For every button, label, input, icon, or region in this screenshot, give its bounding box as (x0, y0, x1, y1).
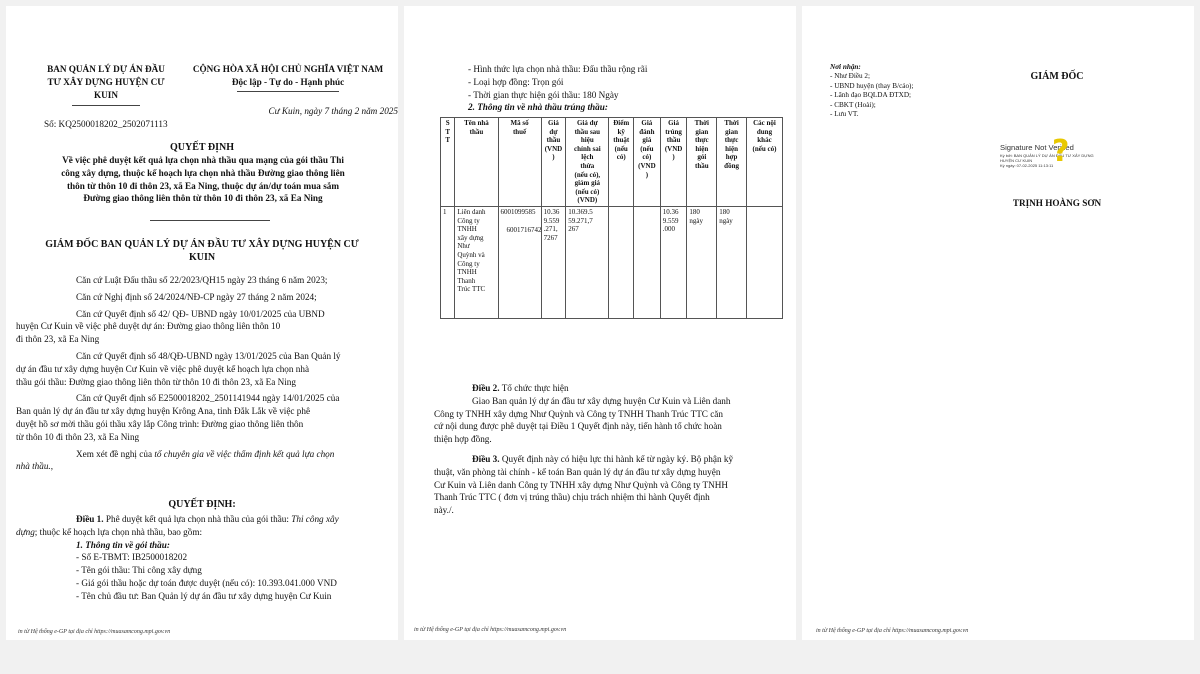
table-cell-eval-price (634, 206, 661, 318)
header-line: Thời (724, 119, 739, 127)
header-line: Mã số (510, 119, 529, 127)
article-line: Quyết định này có hiệu lực thi hành kể từ ngày ký. Bộ phận kỹ (499, 454, 734, 464)
header-line: giảm giá (574, 179, 601, 188)
table-row (441, 206, 783, 318)
article-3 (434, 453, 786, 517)
table-cell-package-duration-lines (687, 206, 717, 318)
document-title: QUYẾT ĐỊNH (170, 142, 234, 153)
org-line: TƯ XÂY DỰNG HUYỆN CƯ (47, 76, 165, 87)
cell-line: 10.369.5 (568, 207, 593, 216)
org-underline (72, 105, 140, 106)
basis-line: thầu gói thầu: Đường giao thông liên thôn từ thôn 10 đi thôn 23, xã Ea Ning (16, 376, 296, 387)
header-line: có) (642, 153, 652, 162)
basis-line: Ban quản lý dự án đầu tư xây dựng huyện Krông Ana, tỉnh Đắk Lắk về việc phê (16, 406, 311, 417)
header-line: Giá dự (576, 119, 598, 127)
header-line: (VND (544, 144, 563, 153)
article-line: Giao Ban quản lý dự án đầu tư xây dựng huyện Cư Kuin và Liên danh (472, 395, 731, 406)
recipient-item: - Lãnh đạo BQLDA ĐTXD; (830, 91, 912, 100)
header-line: thầu (546, 136, 561, 145)
table-cell-tech-score (609, 206, 634, 318)
header-line: đồng (724, 161, 739, 170)
header-line: ) (552, 153, 555, 162)
basis-line: duyệt hồ sơ mời thầu gói thầu xây lắp Công trình: Đường giao thông liên thôn (16, 418, 304, 429)
legal-basis (16, 274, 388, 473)
cell-line: xây dựng (457, 233, 484, 242)
table-cell-award-price-lines (660, 206, 687, 318)
cell-line: 180 (689, 207, 700, 216)
header-line: chỉnh sai (574, 144, 601, 153)
package-name: dựng (16, 526, 35, 537)
header-line: (nếu (614, 144, 628, 153)
package-info-line: - Thời gian thực hiện gói thầu: 180 Ngày (468, 89, 619, 100)
basis-line: từ thôn 10 đi thôn 23, xã Ea Ning (16, 431, 140, 442)
header-line: Thời (694, 119, 709, 127)
basis-item (16, 392, 388, 443)
table-header-cell (609, 118, 634, 207)
table-cell-tax-lines (498, 206, 541, 318)
basis-item (16, 274, 388, 287)
table-header-cell (441, 118, 455, 207)
signature-detail: HUYỆN CƯ KUIN (1000, 158, 1033, 163)
header-line: Giá (668, 119, 679, 127)
document-page-2 (404, 6, 796, 640)
header-line: thực (695, 136, 709, 145)
table-header-row (441, 118, 783, 207)
signer-name: TRỊNH HOÀNG SƠN (1012, 198, 1102, 208)
header-line: dự (549, 127, 558, 136)
consider-text: Xem xét đề nghị của (76, 448, 155, 459)
cell-line: 59.271,7 (568, 216, 593, 225)
article-label: Điều 3. (472, 454, 500, 464)
table-cell-bidder-lines (455, 206, 498, 318)
cell-line: Quỳnh và (457, 250, 485, 259)
header-line: có) (616, 153, 626, 162)
basis-line: huyện Cư Kuin về việc phê duyệt dự án: Đường giao thông liên thôn 10 (16, 321, 281, 332)
cell-line: .271, (543, 225, 558, 234)
cell-line: 6001716742 (506, 225, 542, 234)
header-line: S (445, 119, 450, 127)
header-line: thuật (613, 136, 630, 145)
issuing-organization (36, 63, 176, 101)
table-header-cell (498, 118, 541, 207)
section-heading: 2. Thông tin về nhà thầu trúng thầu: (468, 102, 608, 113)
table-cell-stt (441, 206, 455, 318)
article-1 (16, 513, 388, 603)
header-line: thầu (666, 136, 681, 145)
article-line: Cư Kuin và Liên danh Công ty TNHH xây dựng Như Quỳnh và Công ty TNHH (434, 479, 729, 490)
cell-line: Công ty (457, 216, 480, 225)
recipients-heading: Nơi nhận: (830, 63, 861, 71)
section-heading: 1. Thông tin về gói thầu: (76, 539, 170, 550)
article-title: Tổ chức thực hiện (499, 383, 569, 393)
cell-line: 9.559 (662, 216, 679, 225)
header-line: ) (672, 153, 675, 162)
authority-line: GIÁM ĐỐC BAN QUẢN LÝ DỰ ÁN ĐẦU TƯ XÂY DỰNG HUYỆN CƯ (45, 239, 359, 250)
basis-item (16, 291, 388, 304)
nation-motto: Độc lập - Tự do - Hạnh phúc (231, 76, 345, 87)
header-line: Giá (548, 119, 559, 127)
package-info-line: - Giá gói thầu hoặc dự toán được duyệt (nếu có): 10.393.041.000 VND (76, 577, 337, 588)
basis-line: Căn cứ Quyết định số 42/ QĐ- UBND ngày 10/01/2025 của UBND (76, 308, 325, 319)
header-line: kỹ (617, 127, 625, 136)
header-line: giá (642, 136, 652, 145)
table-header-cell (455, 118, 498, 207)
cell-line: Liên danh (457, 207, 486, 216)
header-line: T (445, 127, 451, 136)
header-line: Các nội (753, 119, 776, 127)
article-line: cứ nội dung được phê duyệt tại Điều 1 Quyết định này, tiến hành tổ chức hoàn (434, 421, 722, 432)
table-cell-adjusted-price-lines (566, 206, 609, 318)
table-header-cell (541, 118, 566, 207)
header-line: T (445, 136, 451, 145)
article-line: này./. (434, 505, 454, 516)
header-line: trúng (665, 127, 682, 136)
basis-item (16, 308, 388, 346)
table-header-cell (660, 118, 687, 207)
consider-italic: tổ chuyên gia về việc thẩm định kết quả lựa chọn (154, 448, 335, 459)
table-header-cell (746, 118, 782, 207)
org-line: KUIN (94, 89, 118, 100)
header-line: (nếu có), (574, 170, 601, 179)
header-line: (VND (638, 161, 656, 170)
article-line: thiện hợp đồng. (434, 434, 492, 445)
package-info-line: - Loại hợp đồng: Trọn gói (468, 76, 564, 87)
header-line: (VND) (577, 196, 598, 205)
document-subject (20, 154, 386, 205)
org-line: BAN QUẢN LÝ DỰ ÁN ĐẦU (47, 64, 165, 74)
article-line: Công ty TNHH xây dựng Như Quỳnh và Công ty TNHH Thanh Trúc TTC căn (434, 408, 723, 419)
header-line: Điểm (613, 119, 630, 127)
national-header (178, 63, 398, 89)
table-cell-contract-duration-lines (717, 206, 747, 318)
cell-line: Thanh (457, 276, 476, 285)
cell-line: 6001099585 (500, 207, 536, 216)
header-line: hiệu (580, 136, 594, 145)
document-page-1 (6, 6, 398, 640)
document-page-3 (802, 6, 1194, 640)
header-line: gian (695, 127, 709, 136)
nation-title: CỘNG HÒA XÃ HỘI CHỦ NGHĨA VIỆT NAM (192, 64, 384, 74)
winning-bidder-table (440, 117, 783, 319)
subject-line: Về việc phê duyệt kết quả lựa chọn nhà thầu qua mạng của gói thầu Thi (62, 155, 344, 165)
basis-line: Căn cứ Quyết định số 48/QĐ-UBND ngày 13/01/2025 của Ban Quản lý (76, 350, 341, 361)
authority-line: KUIN (188, 252, 216, 263)
signature-question-icon: ? (1052, 134, 1070, 169)
cell-line: ngày (719, 216, 733, 225)
recipient-item: - Lưu VT. (830, 110, 859, 119)
authority-heading (26, 238, 378, 264)
basis-item (16, 350, 388, 388)
table-header-cell (634, 118, 661, 207)
header-line: hiện (725, 144, 738, 153)
package-info-line: - Số E-TBMT: IB2500018202 (76, 552, 188, 563)
package-info-line: - Hình thức lựa chọn nhà thầu: Đấu thầu rộng rãi (468, 64, 648, 74)
header-line: dung (756, 127, 773, 136)
cell-line: 180 (719, 207, 730, 216)
recipient-item: - Như Điều 2; (830, 72, 871, 81)
cell-line: Công ty (457, 259, 480, 268)
table-header-cell (687, 118, 717, 207)
subject-line: thôn từ thôn 10 đi thôn 23, xã Ea Ning, thuộc dự án/dự toán mua sắm (66, 180, 340, 191)
recipient-item: - UBND huyện (thay B/cáo); (830, 81, 914, 90)
recipients-block (830, 63, 980, 119)
header-line: thầu (694, 161, 709, 170)
signature-status: Signature Not Verified (1000, 143, 1074, 152)
cell-line: 9.559 (543, 216, 560, 225)
basis-line: dự án đầu tư xây dựng huyện Cư Kuin về việc phê duyệt kế hoạch lựa chọn nhà (16, 363, 310, 374)
basis-line: Căn cứ Nghị định số 24/2024/NĐ-CP ngày 27 tháng 2 năm 2024; (76, 291, 317, 302)
header-line: ) (645, 170, 649, 179)
recipient-item: - CBKT (Hoài); (830, 100, 876, 109)
article-line: thuật, văn phòng tài chính - kế toán Ban quản lý dự án đầu tư xây dựng huyện (434, 466, 721, 477)
subject-line: công xây dựng, thuộc kế hoạch lựa chọn nhà thầu Đường giao thông liên (61, 167, 345, 178)
article-line: Thanh Trúc TTC ( đơn vị trúng thầu) chịu trách nhiệm thi hành Quyết định (434, 492, 710, 503)
header-line: Tên nhà (464, 119, 489, 127)
cell-line: 267 (568, 225, 579, 234)
article-label: Điều 2. (472, 383, 500, 393)
signer-title: GIÁM ĐỐC (1030, 71, 1084, 82)
cell-line: .000 (662, 225, 675, 234)
signature-detail: Ký bởi: BAN QUẢN LÝ DỰ ÁN ĐẦU TƯ XÂY DỰNG (1000, 153, 1094, 158)
cell-line: ngày (689, 216, 704, 225)
article-text: Phê duyệt kết quả lựa chọn nhà thầu của gói thầu: (103, 514, 292, 524)
consideration (16, 448, 388, 474)
cell-line: 10.36 (543, 207, 560, 216)
page-footer: in từ Hệ thống e-GP tại địa chỉ https://muasamcong.mpi.gov.vn (18, 629, 171, 635)
article-2 (434, 382, 786, 446)
package-name: Thi công xây (291, 514, 339, 524)
header-line: (nếu có) (752, 144, 777, 153)
header-line: (nếu có) (575, 187, 600, 196)
header-line: hợp (725, 153, 738, 162)
header-line: thầu sau (574, 127, 601, 136)
basis-line: Căn cứ Luật Đấu thầu số 22/2023/QH15 ngày 23 tháng 6 năm 2023; (76, 275, 328, 285)
header-line: thầu (469, 127, 484, 136)
signature-detail: Ký ngày: 07-02-2025 11:13:11 (1000, 163, 1054, 168)
header-line: đánh (639, 127, 655, 136)
header-line: hiện (695, 144, 709, 153)
header-line: gian (725, 127, 738, 136)
header-line: thuế (512, 127, 527, 136)
header-line: gói (697, 153, 707, 162)
cell-line: Như (457, 242, 470, 251)
header-line: lệch (581, 153, 594, 162)
document-number: Số: KQ2500018202_2502071113 (44, 119, 168, 129)
subject-line: Đường giao thông liên thôn từ thôn 10 đi thôn 23, xã Ea Ning (83, 193, 323, 204)
cell-text: 1 (443, 207, 447, 216)
table-cell-other (746, 206, 782, 318)
header-line: Giá (641, 119, 653, 127)
basis-line: Căn cứ Quyết định số E2500018202_2501141944 ngày 14/01/2025 của (76, 393, 340, 404)
place-date: Cư Kuin, ngày 7 tháng 2 năm 2025 (268, 106, 398, 116)
header-line: thừa (580, 161, 595, 170)
motto-underline (237, 91, 339, 92)
page-footer: in từ Hệ thống e-GP tại địa chỉ https://muasamcong.mpi.gov.vn (816, 628, 969, 634)
header-line: (nếu (640, 144, 654, 153)
package-info-line: - Tên gói thầu: Thi công xây dựng (76, 565, 202, 576)
decide-heading: QUYẾT ĐỊNH: (168, 499, 236, 510)
consider-line: nhà thầu., (16, 461, 54, 472)
digital-signature (1000, 134, 1130, 169)
cell-line: Trúc TTC (457, 285, 486, 294)
cell-line: TNHH (457, 268, 477, 277)
header-line: thực (724, 136, 739, 145)
cell-line: 10.36 (662, 207, 679, 216)
cell-line: 7267 (543, 233, 558, 242)
table-header-cell (717, 118, 747, 207)
package-info-continued (468, 63, 788, 114)
package-info-line: - Tên chủ đầu tư: Ban Quản lý dự án đầu tư xây dựng huyện Cư Kuin (76, 590, 332, 601)
basis-line: đi thôn 23, xã Ea Ning (16, 334, 100, 345)
article-text: ; thuộc kế hoạch lựa chọn nhà thầu, bao gồm: (34, 526, 203, 537)
cell-line: TNHH (457, 225, 477, 234)
table-cell-bid-price-lines (541, 206, 566, 318)
subject-underline (150, 220, 270, 221)
page-footer: in từ Hệ thống e-GP tại địa chỉ https://muasamcong.mpi.gov.vn (414, 627, 567, 633)
article-label: Điều 1. (76, 514, 104, 524)
table-header-cell (566, 118, 609, 207)
header-line: khác (757, 136, 772, 145)
header-line: (VND (664, 144, 683, 153)
